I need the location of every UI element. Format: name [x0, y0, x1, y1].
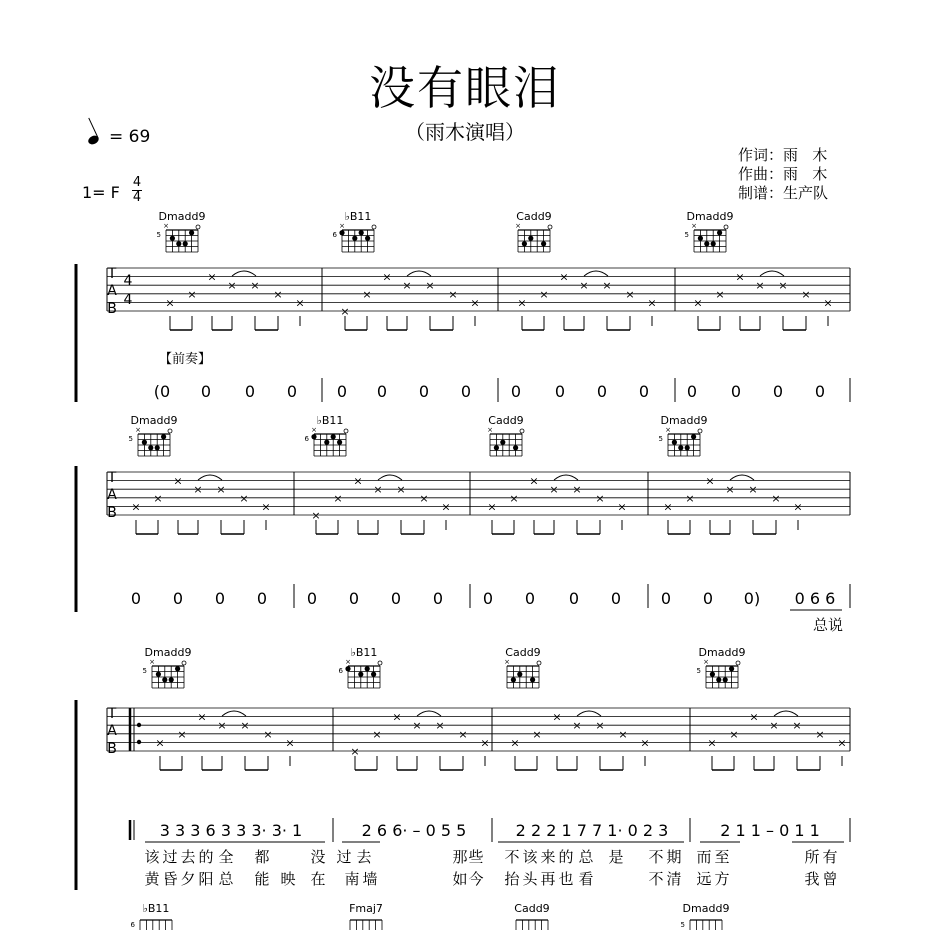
tab-note: ×: [285, 736, 295, 750]
tab-note: ×: [509, 491, 519, 505]
lyric-text: 总: [578, 848, 594, 866]
lyric-text: 那: [452, 848, 468, 866]
tie-arc: [554, 475, 578, 480]
chord-mute-mark: ×: [703, 658, 709, 666]
jianpu-note: 2 6 6· – 0 5 5: [361, 821, 467, 840]
chord-mute-mark: ×: [339, 222, 345, 230]
lyric-text: 昏: [162, 870, 178, 888]
tab-note: ×: [382, 270, 392, 284]
credit-lyricist: 作词：雨 木: [738, 146, 828, 164]
chord-fret-number: 6: [338, 667, 343, 675]
chord-name: ♭B11: [142, 902, 170, 915]
tab-note: ×: [725, 483, 735, 497]
chord-dot: [716, 677, 721, 682]
lyric-text: 清: [666, 870, 682, 888]
chord-dot: [161, 434, 166, 439]
chord-name: Cadd9: [514, 902, 550, 915]
song-title: 没有眼泪: [369, 61, 561, 115]
tab-note: ×: [748, 483, 758, 497]
tab-note: ×: [165, 296, 175, 310]
tab-letter-a: A: [107, 487, 117, 503]
tab-note: ×: [529, 474, 539, 488]
jianpu-note: 0: [256, 589, 268, 608]
chord-dot: [183, 241, 188, 246]
key-signature: 1= F: [82, 183, 120, 202]
tab-note: ×: [353, 474, 363, 488]
tab-note: ×: [458, 727, 468, 741]
section-label: 【前奏】: [158, 352, 212, 367]
jianpu-note: 0: [348, 589, 360, 608]
jianpu-note: 0: [200, 382, 212, 401]
tab-note: ×: [552, 710, 562, 724]
chord-dot: [530, 677, 535, 682]
chord-open-mark: [378, 661, 382, 665]
chord-open-mark: [724, 225, 728, 229]
chord-dot: [685, 445, 690, 450]
chord-dot: [170, 236, 175, 241]
chord-name: ♭B11: [350, 646, 378, 659]
jianpu-note: 0: [660, 589, 672, 608]
chord-open-mark: [344, 429, 348, 433]
jianpu-note: 0: [130, 589, 142, 608]
chord-dot: [710, 672, 715, 677]
lyric-text: 头: [522, 870, 538, 888]
lyric-text: 不: [648, 870, 664, 888]
tab-note: ×: [793, 500, 803, 514]
tab-note: ×: [373, 483, 383, 497]
chord-dot: [371, 672, 376, 677]
tab-note: ×: [227, 279, 237, 293]
chord-dot: [711, 241, 716, 246]
chord-name: Cadd9: [516, 210, 552, 223]
jianpu-note: 0): [743, 589, 761, 608]
chord-dot: [331, 434, 336, 439]
tab-letter-b: B: [107, 301, 117, 317]
tab-note: ×: [435, 719, 445, 733]
lyric-text: 该: [522, 848, 538, 866]
jianpu-note: 0: [432, 589, 444, 608]
chord-dot: [723, 677, 728, 682]
tab-note: ×: [602, 279, 612, 293]
tab-note: ×: [155, 736, 165, 750]
chord-fret-number: 5: [128, 435, 133, 443]
chord-mute-mark: ×: [691, 222, 697, 230]
chord-dot: [352, 236, 357, 241]
tab-note: ×: [792, 719, 802, 733]
tab-letter-b: B: [107, 505, 117, 521]
chord-dot: [365, 666, 370, 671]
jianpu-note: 0: [596, 382, 608, 401]
jianpu-note: 0: [482, 589, 494, 608]
jianpu-note: 2 1 1 – 0 1 1: [720, 821, 820, 840]
jianpu-note: 3 3 3 6 3 3 3· 3· 1: [159, 821, 303, 840]
chord-name: Cadd9: [505, 646, 541, 659]
lyric-text: 南: [344, 870, 360, 888]
chord-dot: [704, 241, 709, 246]
tab-letter-a: A: [107, 723, 117, 739]
chord-dot: [698, 236, 703, 241]
jianpu-note: 0: [286, 382, 298, 401]
time-signature-bottom: 4: [132, 190, 142, 205]
chord-mute-mark: ×: [311, 426, 317, 434]
chord-mute-mark: ×: [149, 658, 155, 666]
chord-fret-number: 6: [304, 435, 309, 443]
chord-dot: [494, 445, 499, 450]
chord-mute-mark: ×: [665, 426, 671, 434]
tie-arc: [577, 711, 601, 716]
chord-dot: [339, 230, 344, 235]
tab-note: ×: [131, 500, 141, 514]
lyric-text: 总: [218, 870, 234, 888]
tab-note: ×: [539, 287, 549, 301]
lyric-text: 去: [180, 848, 196, 866]
tie-arc: [417, 711, 441, 716]
tab-note: ×: [177, 727, 187, 741]
lyric-text: 去: [356, 848, 372, 866]
tab-note: ×: [362, 287, 372, 301]
chord-mute-mark: ×: [135, 426, 141, 434]
tie-arc: [774, 711, 798, 716]
chord-mute-mark: ×: [163, 222, 169, 230]
jianpu-note: 0: [460, 382, 472, 401]
lyric-text: 而: [696, 848, 712, 866]
lyric-text: 有: [822, 848, 838, 866]
chord-dot: [500, 440, 505, 445]
tab-note: ×: [617, 500, 627, 514]
chord-open-mark: [698, 429, 702, 433]
tab-letter-t: T: [107, 266, 117, 282]
jianpu-note: 0: [730, 382, 742, 401]
chord-fret-number: 5: [658, 435, 663, 443]
tab-note: ×: [239, 491, 249, 505]
lyric-text: 阳: [198, 870, 214, 888]
tab-note: ×: [350, 745, 360, 758]
tab-note: ×: [618, 727, 628, 741]
jianpu-note: (0: [153, 382, 171, 401]
tab-note: ×: [729, 727, 739, 741]
tab-note: ×: [216, 483, 226, 497]
lyric-text: 的: [558, 848, 574, 866]
chord-dot: [155, 445, 160, 450]
chord-name: Dmadd9: [698, 646, 746, 659]
chord-open-mark: [182, 661, 186, 665]
jianpu-note: 0: [702, 589, 714, 608]
tab-time-top: 4: [123, 273, 133, 289]
chord-mute-mark: ×: [515, 222, 521, 230]
lyric-text: 总说: [812, 616, 844, 634]
jianpu-note: 0: [418, 382, 430, 401]
tab-note: ×: [735, 270, 745, 284]
chord-dot: [672, 440, 677, 445]
lyric-text: 能: [254, 870, 270, 888]
jianpu-note: 0: [172, 589, 184, 608]
tab-note: ×: [173, 474, 183, 488]
tab-note: ×: [705, 474, 715, 488]
time-signature-top: 4: [132, 175, 142, 190]
tab-note: ×: [333, 491, 343, 505]
chord-dot: [678, 445, 683, 450]
chord-dot: [162, 677, 167, 682]
tab-note: ×: [480, 736, 490, 750]
jianpu-note: 0: [214, 589, 226, 608]
lyric-text: 至: [714, 848, 730, 866]
lyric-text: 曾: [822, 870, 838, 888]
chord-dot: [517, 672, 522, 677]
jianpu-note: 0: [568, 589, 580, 608]
lyric-text: 全: [218, 848, 234, 866]
tab-note: ×: [771, 491, 781, 505]
chord-dot: [522, 241, 527, 246]
tab-note: ×: [755, 279, 765, 293]
chord-name: ♭B11: [316, 414, 344, 427]
jianpu-note: 0: [244, 382, 256, 401]
chord-dot: [142, 440, 147, 445]
tab-note: ×: [425, 279, 435, 293]
tab-time-bottom: 4: [123, 292, 133, 308]
tab-letter-t: T: [107, 470, 117, 486]
chord-dot: [358, 672, 363, 677]
tab-note: ×: [663, 500, 673, 514]
lyric-text: 来: [540, 848, 556, 866]
chord-dot: [729, 666, 734, 671]
jianpu-note: 0: [390, 589, 402, 608]
tab-note: ×: [510, 736, 520, 750]
lyric-text: 在: [310, 870, 326, 888]
tab-note: ×: [295, 296, 305, 310]
chord-name: Dmadd9: [130, 414, 178, 427]
tab-note: ×: [470, 296, 480, 310]
tie-arc: [760, 271, 784, 276]
chord-dot: [717, 230, 722, 235]
tab-note: ×: [707, 736, 717, 750]
chord-fret-number: 5: [156, 231, 161, 239]
tab-note: ×: [685, 491, 695, 505]
jianpu-note: 0: [554, 382, 566, 401]
tab-note: ×: [311, 509, 321, 522]
song-subtitle: （雨木演唱）: [405, 120, 525, 144]
chord-name: Dmadd9: [158, 210, 206, 223]
tie-arc: [378, 475, 402, 480]
tab-note: ×: [549, 483, 559, 497]
chord-dot: [337, 440, 342, 445]
credit-composer: 作曲：雨 木: [738, 165, 828, 183]
chord-open-mark: [196, 225, 200, 229]
tab-note: ×: [197, 710, 207, 724]
lyric-text: 所: [804, 848, 820, 866]
chord-open-mark: [372, 225, 376, 229]
tab-letter-t: T: [107, 706, 117, 722]
jianpu-note: 0: [686, 382, 698, 401]
chord-dot: [176, 241, 181, 246]
chord-fret-number: 5: [684, 231, 689, 239]
chord-dot: [324, 440, 329, 445]
tab-note: ×: [749, 710, 759, 724]
lyric-text: 过: [336, 848, 352, 866]
tab-note: ×: [693, 296, 703, 310]
tab-note: ×: [778, 279, 788, 293]
jianpu-note: 0 6 6: [794, 589, 836, 608]
lyric-text: 的: [198, 848, 214, 866]
chord-dot: [359, 230, 364, 235]
chord-open-mark: [168, 429, 172, 433]
chord-mute-mark: ×: [345, 658, 351, 666]
jianpu-note: 0: [814, 382, 826, 401]
chord-fret-number: 5: [696, 667, 701, 675]
lyric-text: 夕: [180, 870, 196, 888]
jianpu-note: 0: [376, 382, 388, 401]
tab-note: ×: [595, 719, 605, 733]
chord-fret-number: 6: [332, 231, 337, 239]
tab-note: ×: [595, 491, 605, 505]
lyric-text: 不: [648, 848, 664, 866]
tab-note: ×: [559, 270, 569, 284]
tab-note: ×: [640, 736, 650, 750]
tab-note: ×: [815, 727, 825, 741]
chord-dot: [169, 677, 174, 682]
tab-note: ×: [625, 287, 635, 301]
tab-note: ×: [419, 491, 429, 505]
tab-note: ×: [517, 296, 527, 310]
chord-dot: [691, 434, 696, 439]
tab-note: ×: [250, 279, 260, 293]
jianpu-note: 0: [638, 382, 650, 401]
lyric-text: 没: [310, 848, 326, 866]
lyric-text: 我: [804, 870, 820, 888]
tab-note: ×: [392, 710, 402, 724]
tab-note: ×: [532, 727, 542, 741]
tab-note: ×: [187, 287, 197, 301]
jianpu-note: 0: [510, 382, 522, 401]
chord-name: ♭B11: [344, 210, 372, 223]
lyric-text: 今: [468, 870, 484, 888]
chord-open-mark: [548, 225, 552, 229]
tab-note: ×: [647, 296, 657, 310]
chord-fret-number: 5: [142, 667, 147, 675]
chord-fret-number: 5: [680, 921, 685, 929]
chord-name: Dmadd9: [144, 646, 192, 659]
lyric-text: 不: [504, 848, 520, 866]
tie-arc: [232, 271, 256, 276]
chord-name: Dmadd9: [686, 210, 734, 223]
chord-dot: [156, 672, 161, 677]
lyric-text: 过: [162, 848, 178, 866]
repeat-dot: [137, 740, 141, 744]
lyric-text: 方: [714, 870, 730, 888]
chord-dot: [311, 434, 316, 439]
chord-dot: [189, 230, 194, 235]
lyric-text: 黄: [144, 870, 160, 888]
tab-note: ×: [263, 727, 273, 741]
lyric-text: 期: [666, 848, 682, 866]
chord-name: Dmadd9: [682, 902, 730, 915]
tab-note: ×: [273, 287, 283, 301]
lyric-text: 些: [468, 848, 484, 866]
tab-note: ×: [261, 500, 271, 514]
tab-letter-b: B: [107, 741, 117, 757]
tab-note: ×: [769, 719, 779, 733]
chord-mute-mark: ×: [504, 658, 510, 666]
tie-arc: [222, 711, 246, 716]
tab-note: ×: [579, 279, 589, 293]
tempo-value: = 69: [109, 127, 151, 147]
tab-note: ×: [240, 719, 250, 733]
jianpu-note: 0: [336, 382, 348, 401]
tab-note: ×: [340, 305, 350, 318]
tab-note: ×: [153, 491, 163, 505]
tab-note: ×: [217, 719, 227, 733]
tie-arc: [407, 271, 431, 276]
chord-dot: [365, 236, 370, 241]
jianpu-note: 0: [524, 589, 536, 608]
tab-note: ×: [572, 719, 582, 733]
chord-fret-number: 6: [130, 921, 135, 929]
chord-dot: [541, 241, 546, 246]
chord-open-mark: [736, 661, 740, 665]
tab-note: ×: [207, 270, 217, 284]
tab-note: ×: [487, 500, 497, 514]
jianpu-note: 0: [772, 382, 784, 401]
chord-dot: [513, 445, 518, 450]
tab-letter-a: A: [107, 283, 117, 299]
lyric-text: 是: [608, 848, 624, 866]
chord-dot: [528, 236, 533, 241]
chord-dot: [175, 666, 180, 671]
lyric-text: 远: [696, 870, 712, 888]
repeat-dot: [137, 723, 141, 727]
credit-transcriber: 制谱：生产队: [738, 184, 829, 202]
tab-note: ×: [441, 500, 451, 514]
tab-note: ×: [448, 287, 458, 301]
jianpu-note: 0: [610, 589, 622, 608]
chord-name: Dmadd9: [660, 414, 708, 427]
tie-arc: [584, 271, 608, 276]
tie-arc: [730, 475, 754, 480]
chord-name: Cadd9: [488, 414, 524, 427]
tab-note: ×: [823, 296, 833, 310]
lyric-text: 都: [254, 848, 270, 866]
lyric-text: 抬: [504, 870, 520, 888]
chord-open-mark: [537, 661, 541, 665]
chord-dot: [511, 677, 516, 682]
lyric-text: 映: [280, 870, 296, 888]
chord-open-mark: [520, 429, 524, 433]
lyric-text: 该: [144, 848, 160, 866]
lyric-text: 也: [558, 870, 574, 888]
lyric-text: 墙: [362, 870, 378, 888]
lyric-text: 看: [578, 870, 594, 888]
tab-note: ×: [572, 483, 582, 497]
tab-note: ×: [372, 727, 382, 741]
tab-note: ×: [412, 719, 422, 733]
chord-mute-mark: ×: [487, 426, 493, 434]
tab-note: ×: [837, 736, 847, 750]
tie-arc: [198, 475, 222, 480]
jianpu-note: 2 2 2 1 7 7 1· 0 2 3: [515, 821, 669, 840]
chord-dot: [345, 666, 350, 671]
chord-name: Fmaj7: [349, 902, 383, 915]
tab-note: ×: [801, 287, 811, 301]
tab-note: ×: [193, 483, 203, 497]
tab-note: ×: [715, 287, 725, 301]
lyric-text: 再: [540, 870, 556, 888]
chord-dot: [148, 445, 153, 450]
tab-note: ×: [396, 483, 406, 497]
tab-note: ×: [402, 279, 412, 293]
lyric-text: 如: [452, 870, 468, 888]
jianpu-note: 0: [306, 589, 318, 608]
